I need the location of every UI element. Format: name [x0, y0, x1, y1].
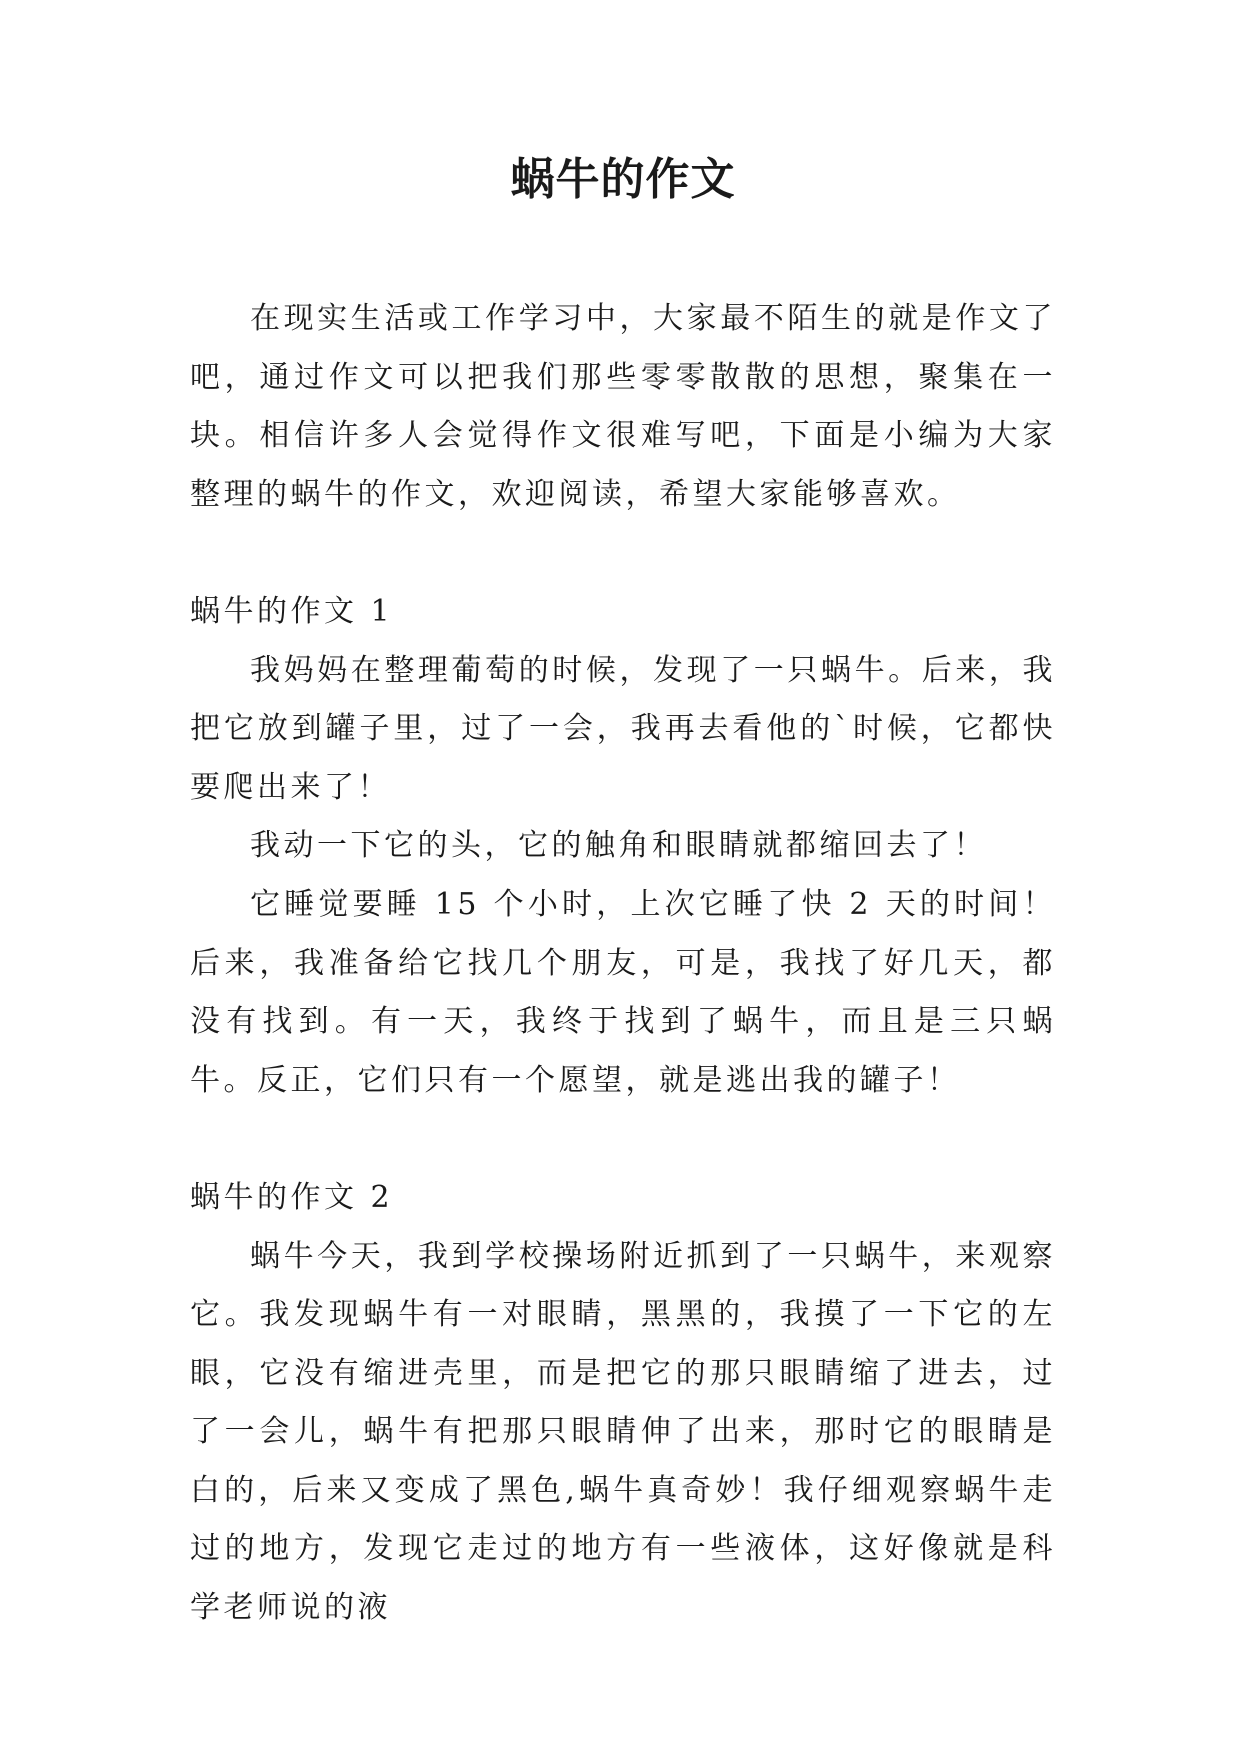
document-title: 蜗牛的作文 — [510, 154, 736, 205]
section-spacer — [190, 524, 1056, 583]
document-body — [190, 290, 1056, 1638]
section-spacer — [190, 1110, 1056, 1169]
section-heading-1: 蜗牛的作文 1 — [190, 593, 394, 629]
section-1-paragraph-3: 它睡觉要睡 15 个小时，上次它睡了快 2 天的时间！后来，我准备给它找几个朋友，可是，我找了好几天，都没有找到。有一天，我终于找到了蜗牛，而且是三只蜗牛。反正，它们只有一个愿望，就是逃出我的罐子！ — [190, 886, 1056, 1098]
section-1-paragraph-2: 我动一下它的头，它的触角和眼睛就都缩回去了！ — [250, 828, 987, 864]
intro-paragraph: 在现实生活或工作学习中，大家最不陌生的就是作文了吧，通过作文可以把我们那些零零散散的思想，聚集在一块。相信许多人会觉得作文很难写吧，下面是小编为大家整理的蜗牛的作文，欢迎阅读，希望大家能够喜欢。 — [190, 301, 1056, 512]
section-2-paragraph-1: 蜗牛今天，我到学校操场附近抓到了一只蜗牛，来观察它。我发现蜗牛有一对眼睛，黑黑的，我摸了一下它的左眼，它没有缩进壳里，而是把它的那只眼睛缩了进去，过了一会儿，蜗牛有把那只眼睛伸了出来，那时它的眼睛是白的，后来又变成了黑色,蜗牛真奇妙！我仔细观察蜗牛走过的地方，发现它走过的地方有一些液体，这好像就是科学老师说的液 — [190, 1238, 1056, 1626]
section-1-paragraph-1: 我妈妈在整理葡萄的时候，发现了一只蜗牛。后来，我把它放到罐子里，过了一会，我再去看他的`时候，它都快要爬出来了！ — [190, 652, 1056, 805]
section-heading-2: 蜗牛的作文 2 — [190, 1179, 394, 1215]
